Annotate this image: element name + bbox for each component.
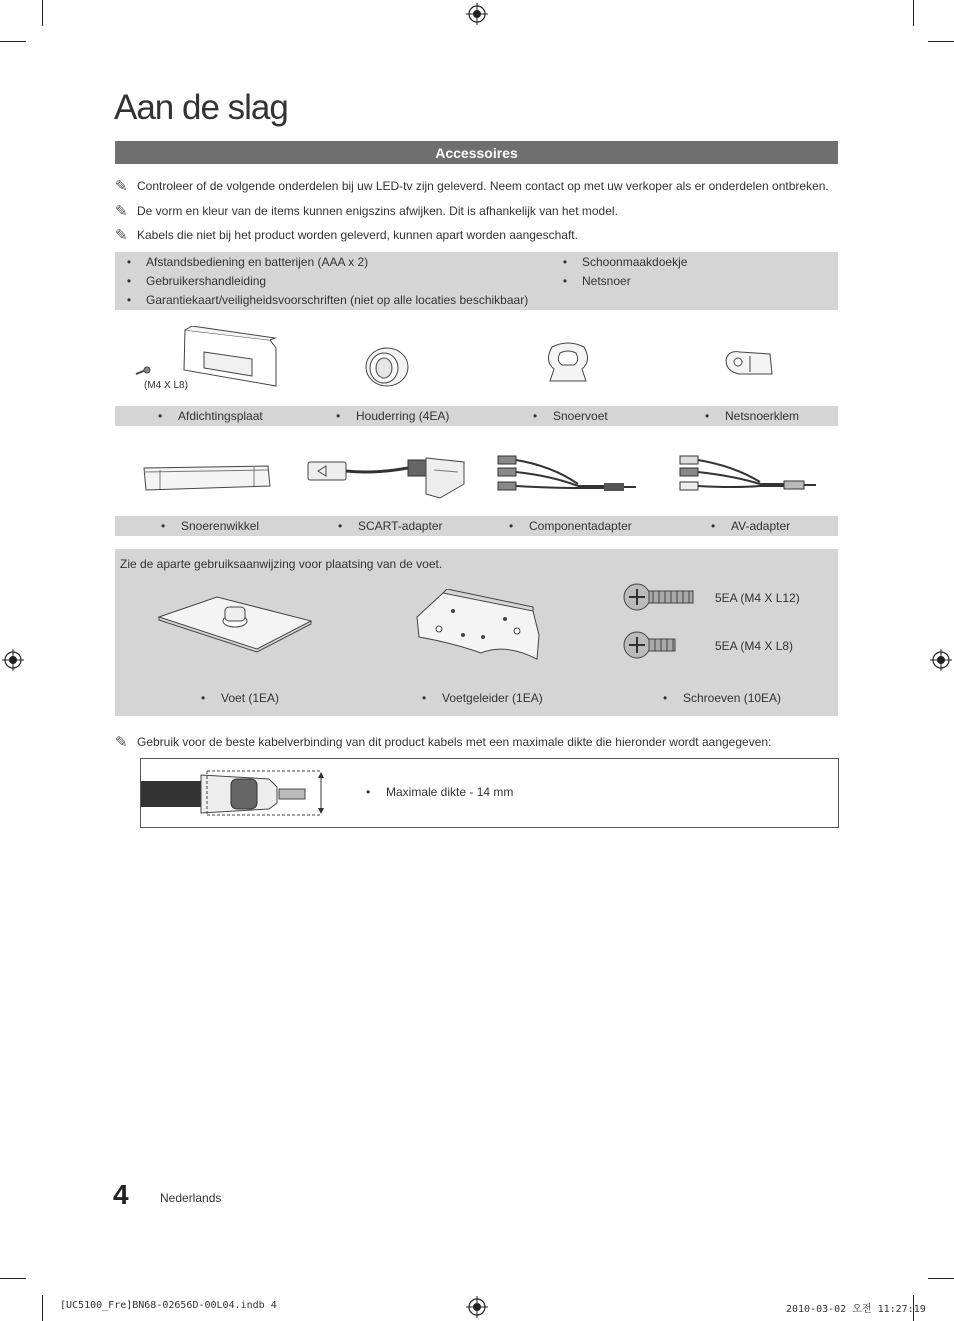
list-item: • SCART-adapter bbox=[338, 519, 443, 533]
cable-connector-image bbox=[141, 769, 331, 817]
list-item: • Voetgeleider (1EA) bbox=[422, 691, 543, 705]
registration-mark-icon bbox=[930, 649, 952, 671]
crop-mark bbox=[0, 41, 26, 42]
crop-mark bbox=[928, 41, 954, 42]
language-label: Nederlands bbox=[160, 1191, 222, 1205]
cable-wrap-image bbox=[140, 462, 272, 492]
list-item: • Componentadapter bbox=[509, 519, 632, 533]
list-item: • Gebruikershandleiding bbox=[126, 274, 267, 288]
registration-mark-icon bbox=[466, 1296, 488, 1318]
page-title: Aan de slag bbox=[114, 88, 288, 127]
list-item: • Schroeven (10EA) bbox=[663, 691, 782, 705]
cable-thickness-box bbox=[140, 758, 839, 828]
list-item: • Netsnoer bbox=[562, 274, 631, 288]
crop-mark bbox=[42, 1295, 43, 1321]
stand-intro: Zie de aparte gebruiksaanwijzing voor plaatsing van de voet. bbox=[120, 557, 443, 571]
stand-image bbox=[155, 593, 315, 655]
list-item: • Snoerenwikkel bbox=[161, 519, 260, 533]
page-number: 4 bbox=[113, 1179, 129, 1210]
stand-box bbox=[115, 549, 838, 716]
registration-mark-icon bbox=[466, 3, 488, 25]
note-pen-icon: ✎ bbox=[115, 734, 128, 751]
av-adapter-image bbox=[674, 452, 820, 498]
accessory-row-1 bbox=[115, 406, 838, 426]
list-item: • AV-adapter bbox=[711, 519, 791, 533]
registration-mark-icon bbox=[2, 649, 24, 671]
list-item: • Houderring (4EA) bbox=[336, 409, 450, 423]
included-items-box bbox=[115, 252, 838, 310]
list-item: • Afdichtingsplaat bbox=[158, 409, 263, 423]
list-item: • Garantiekaart/veiligheidsvoorschriften (niet op alle locaties beschikbaar) bbox=[126, 293, 529, 307]
list-item: • Schoonmaakdoekje bbox=[562, 255, 688, 269]
print-file-info: [UC5100_Fre]BN68-02656D-00L04.indb 4 bbox=[60, 1300, 277, 1311]
crop-mark bbox=[913, 0, 914, 26]
list-item: • Maximale dikte - 14 mm bbox=[366, 785, 514, 799]
screw-l8-image bbox=[623, 627, 683, 663]
note-pen-icon: ✎ bbox=[115, 178, 128, 195]
note-pen-icon: ✎ bbox=[115, 203, 128, 220]
accessory-row-2 bbox=[115, 516, 838, 536]
list-item: • Voet (1EA) bbox=[201, 691, 280, 705]
stand-guide-image bbox=[413, 589, 543, 663]
cable-foot-image bbox=[542, 341, 594, 387]
scart-adapter-image bbox=[304, 454, 470, 500]
list-item: • Afstandsbediening en batterijen (AAA x 2) bbox=[126, 255, 369, 269]
list-item: • Snoervoet bbox=[533, 409, 608, 423]
screw-size-label: (M4 X L8) bbox=[144, 380, 188, 391]
note: ✎ Kabels die niet bij het product worden geleverd, kunnen apart worden aangeschaft. bbox=[115, 227, 578, 244]
crop-mark bbox=[0, 1278, 26, 1279]
section-header: Accessoires bbox=[115, 141, 838, 164]
crop-mark bbox=[42, 0, 43, 26]
note: ✎ De vorm en kleur van de items kunnen enigszins afwijken. Dit is afhankelijk van het model. bbox=[115, 203, 618, 220]
crop-mark bbox=[928, 1278, 954, 1279]
note: ✎ Controleer of de volgende onderdelen bij uw LED-tv zijn geleverd. Neem contact op met uw verkoper als er onderdelen ontbreken. bbox=[115, 178, 829, 195]
note: ✎ Gebruik voor de beste kabelverbinding van dit product kabels met een maximale dikte die hieronder wordt aangegeven: bbox=[115, 734, 772, 751]
screw-l8-label: 5EA (M4 X L8) bbox=[715, 639, 794, 653]
holder-ring-image bbox=[360, 345, 412, 389]
list-item: • Netsnoerklem bbox=[705, 409, 800, 423]
note-pen-icon: ✎ bbox=[115, 227, 128, 244]
power-cord-clamp-image bbox=[722, 348, 776, 380]
screw-l12-label: 5EA (M4 X L12) bbox=[715, 591, 800, 605]
component-adapter-image bbox=[492, 454, 640, 500]
print-date-info: 2010-03-02 오전 11:27:19 bbox=[786, 1304, 926, 1315]
screw-l12-image bbox=[623, 579, 699, 615]
